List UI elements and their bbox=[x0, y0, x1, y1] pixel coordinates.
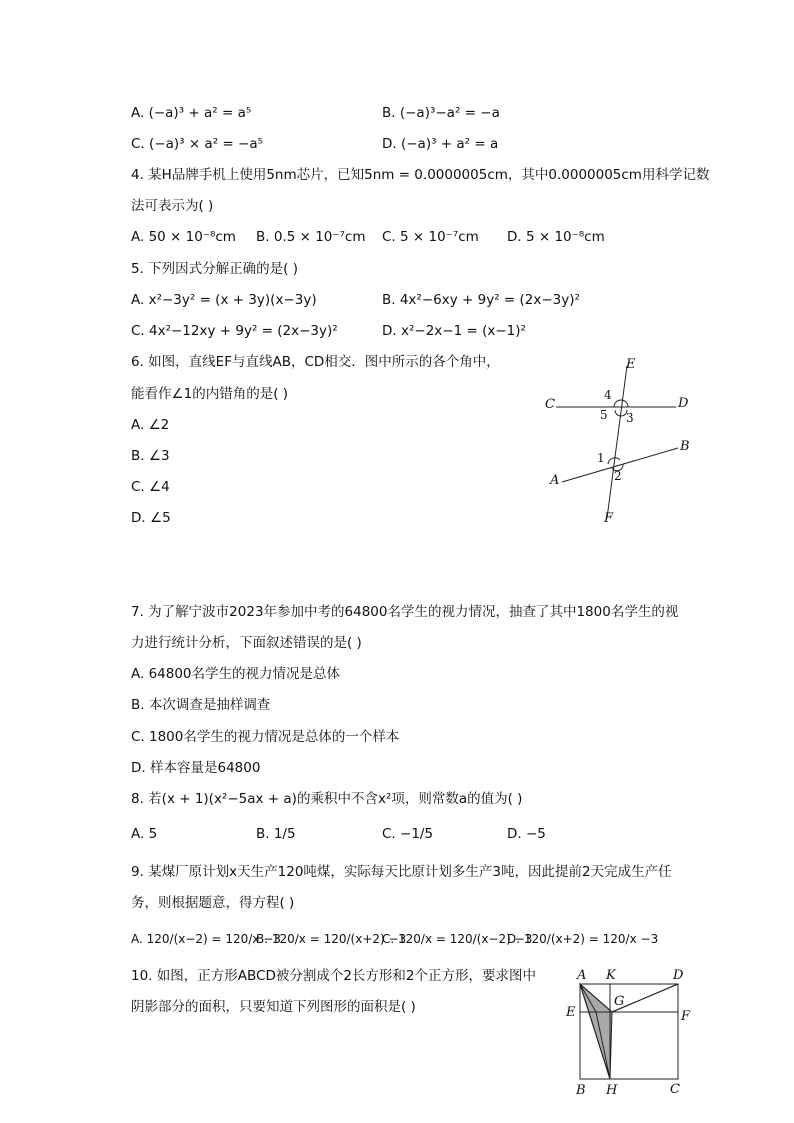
q7-option-c: C. 1800名学生的视力情况是总体的一个样本 bbox=[131, 729, 400, 745]
label-f: F bbox=[681, 1009, 691, 1024]
q6-stem-line1: 6. 如图，直线EF与直线AB，CD相交．图中所示的各个角中， bbox=[131, 354, 500, 370]
q10-figure bbox=[560, 965, 700, 1100]
angle-label-4: 4 bbox=[604, 388, 612, 402]
q9-option-b: B. 120/x = 120/(x+2) −3 bbox=[256, 932, 407, 946]
q6-option-a: A. ∠2 bbox=[131, 417, 170, 433]
label-a: A bbox=[577, 968, 587, 983]
q5-option-d: D. x²−2x−1 = (x−1)² bbox=[382, 323, 526, 339]
angle-label-5: 5 bbox=[600, 408, 608, 422]
q4-stem-line1: 4. 某H品牌手机上使用5nm芯片，已知5nm = 0.0000005cm，其中0.0000005cm用科学记数 bbox=[131, 167, 710, 183]
label-f: F bbox=[604, 511, 614, 526]
q10-stem-line2: 阴影部分的面积，只要知道下列图形的面积是( ) bbox=[131, 999, 416, 1015]
q9-stem-line1: 9. 某煤厂原计划x天生产120吨煤，实际每天比原计划多生产3吨，因此提前2天完成生产任 bbox=[131, 864, 672, 880]
label-b: B bbox=[680, 439, 690, 454]
label-b: B bbox=[576, 1083, 586, 1098]
angle-arc-4 bbox=[614, 400, 628, 407]
q6-stem-line2: 能看作∠1的内错角的是( ) bbox=[131, 386, 289, 402]
q8-option-a: A. 5 bbox=[131, 826, 158, 842]
angle-label-1: 1 bbox=[597, 451, 605, 465]
q5-option-b: B. 4x²−6xy + 9y² = (2x−3y)² bbox=[382, 292, 580, 308]
label-k: K bbox=[606, 968, 616, 983]
label-d: D bbox=[678, 396, 689, 411]
q6-option-c: C. ∠4 bbox=[131, 479, 170, 495]
q5-stem: 5. 下列因式分解正确的是( ) bbox=[131, 261, 298, 277]
q8-stem: 8. 若(x + 1)(x²−5ax + a)的乘积中不含x²项，则常数a的值为( ) bbox=[131, 791, 523, 807]
q7-option-d: D. 样本容量是64800 bbox=[131, 760, 261, 776]
q4-option-b: B. 0.5 × 10⁻⁷cm bbox=[256, 229, 366, 245]
label-e: E bbox=[626, 357, 636, 372]
q3-option-b: B. (−a)³−a² = −a bbox=[382, 105, 500, 121]
label-e: E bbox=[566, 1005, 576, 1020]
q5-option-c: C. 4x²−12xy + 9y² = (2x−3y)² bbox=[131, 323, 338, 339]
q6-option-d: D. ∠5 bbox=[131, 510, 171, 526]
label-c: C bbox=[670, 1082, 680, 1097]
q9-option-c: C. 120/x = 120/(x−2) −3 bbox=[382, 932, 533, 946]
q4-option-c: C. 5 × 10⁻⁷cm bbox=[382, 229, 479, 245]
label-a: A bbox=[550, 473, 560, 488]
q5-option-a: A. x²−3y² = (x + 3y)(x−3y) bbox=[131, 292, 317, 308]
q7-stem-line2: 力进行统计分析，下面叙述错误的是( ) bbox=[131, 635, 362, 651]
q7-stem-line1: 7. 为了解宁波市2023年参加中考的64800名学生的视力情况，抽查了其中1800名学生的视 bbox=[131, 604, 679, 620]
q3-option-c: C. (−a)³ × a² = −a⁵ bbox=[131, 136, 264, 152]
angle-label-2: 2 bbox=[614, 469, 622, 483]
q7-option-b: B. 本次调查是抽样调查 bbox=[131, 697, 271, 713]
q8-option-d: D. −5 bbox=[507, 826, 546, 842]
q6-option-b: B. ∠3 bbox=[131, 448, 170, 464]
q3-option-d: D. (−a)³ + a² = a bbox=[382, 136, 499, 152]
q8-option-b: B. 1/5 bbox=[256, 826, 296, 842]
q10-stem-line1: 10. 如图，正方形ABCD被分割成个2长方形和2个正方形，要求图中 bbox=[131, 968, 537, 984]
q4-stem-line2: 法可表示为( ) bbox=[131, 198, 214, 214]
q3-option-a: A. (−a)³ + a² = a⁵ bbox=[131, 105, 252, 121]
q4-option-a: A. 50 × 10⁻⁸cm bbox=[131, 229, 236, 245]
angle-label-3: 3 bbox=[626, 411, 634, 425]
label-h: H bbox=[606, 1083, 618, 1098]
q7-option-a: A. 64800名学生的视力情况是总体 bbox=[131, 666, 341, 682]
q9-stem-line2: 务，则根据题意，得方程( ) bbox=[131, 895, 295, 911]
label-g: G bbox=[614, 994, 625, 1009]
q8-option-c: C. −1/5 bbox=[382, 826, 434, 842]
q9-option-a: A. 120/(x−2) = 120/x −3 bbox=[131, 932, 281, 946]
q9-option-d: D. 120/(x+2) = 120/x −3 bbox=[507, 932, 659, 946]
q6-figure bbox=[540, 352, 700, 527]
label-c: C bbox=[545, 397, 555, 412]
q4-option-d: D. 5 × 10⁻⁸cm bbox=[507, 229, 605, 245]
label-d: D bbox=[673, 968, 684, 983]
